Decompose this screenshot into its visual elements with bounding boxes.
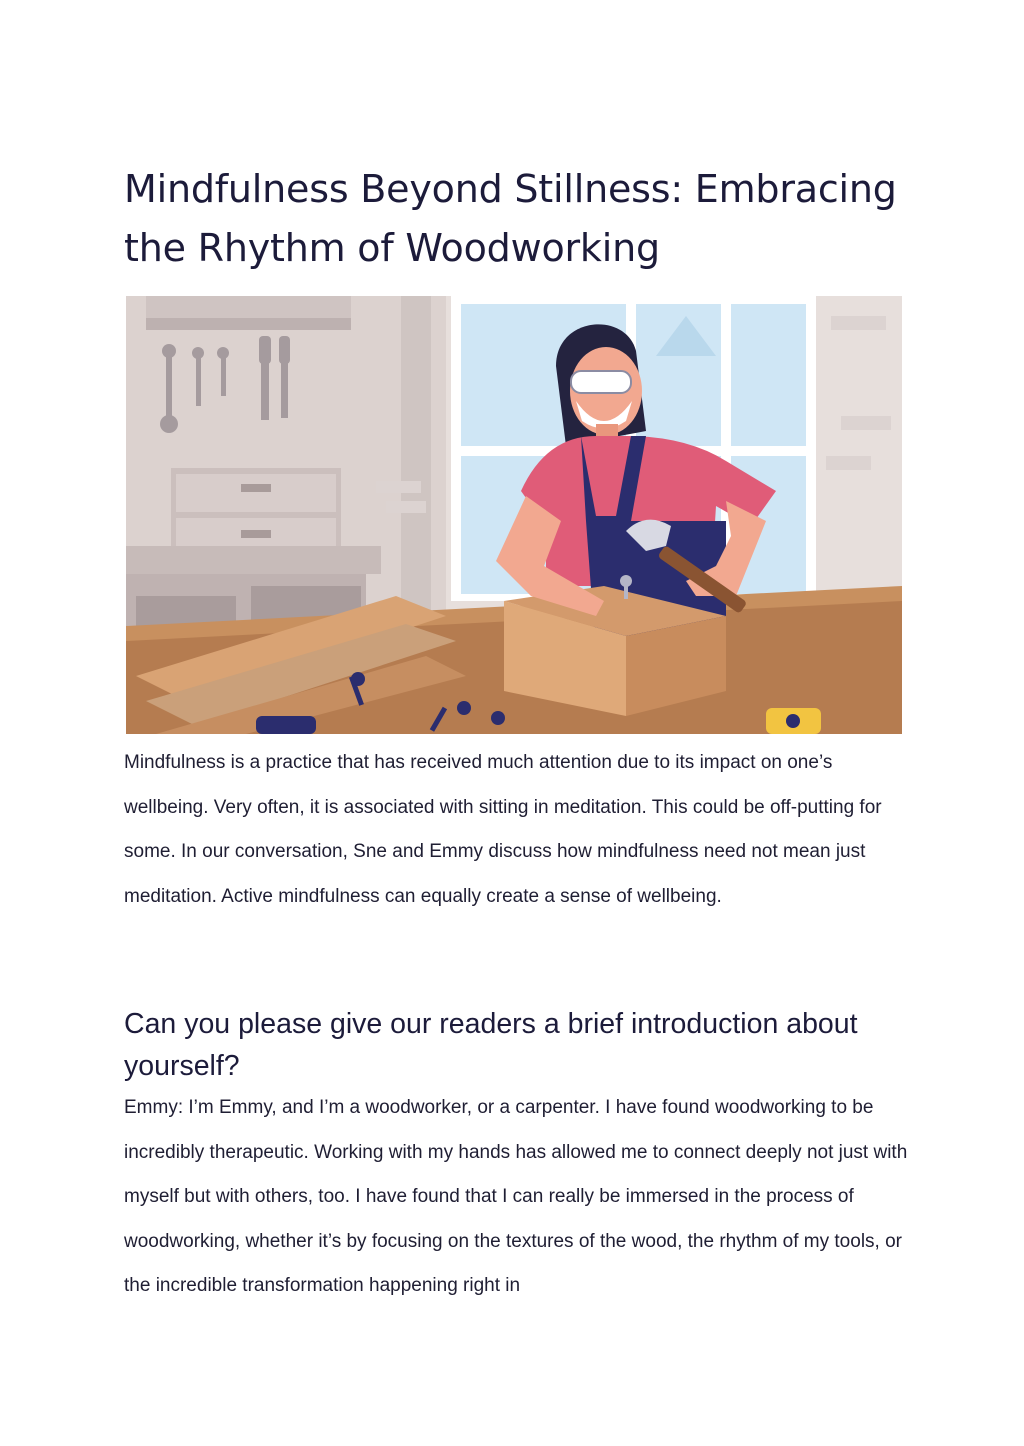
hero-image: [126, 296, 902, 734]
intro-paragraph: Mindfulness is a practice that has received much attention due to its impact on one’s wellbeing. Very often, it is associated with sitting in meditation. This could be off-putting for some. In our conversation, Sne and Emmy discuss how mindfulness need not mean just meditation. Active mindfulness can equally create a sense of wellbeing.: [124, 752, 882, 907]
woodworker-illustration-icon: [126, 296, 902, 734]
answer-paragraph: Emmy: I’m Emmy, and I’m a woodworker, or a carpenter. I have found woodworking to be incredibly therapeutic. Working with my hands has allowed me to connect deeply not just with myself but with others, too. I have found that I can really be immersed in the process of woodworking, whether it’s by focusing on the textures of the wood, the rhythm of my tools, or the incredible transformation happening right in: [124, 1097, 908, 1296]
article-title: Mindfulness Beyond Stillness: Embracing the Rhythm of Woodworking: [124, 167, 897, 270]
question-heading: Can you please give our readers a brief introduction about yourself?: [124, 1008, 858, 1082]
